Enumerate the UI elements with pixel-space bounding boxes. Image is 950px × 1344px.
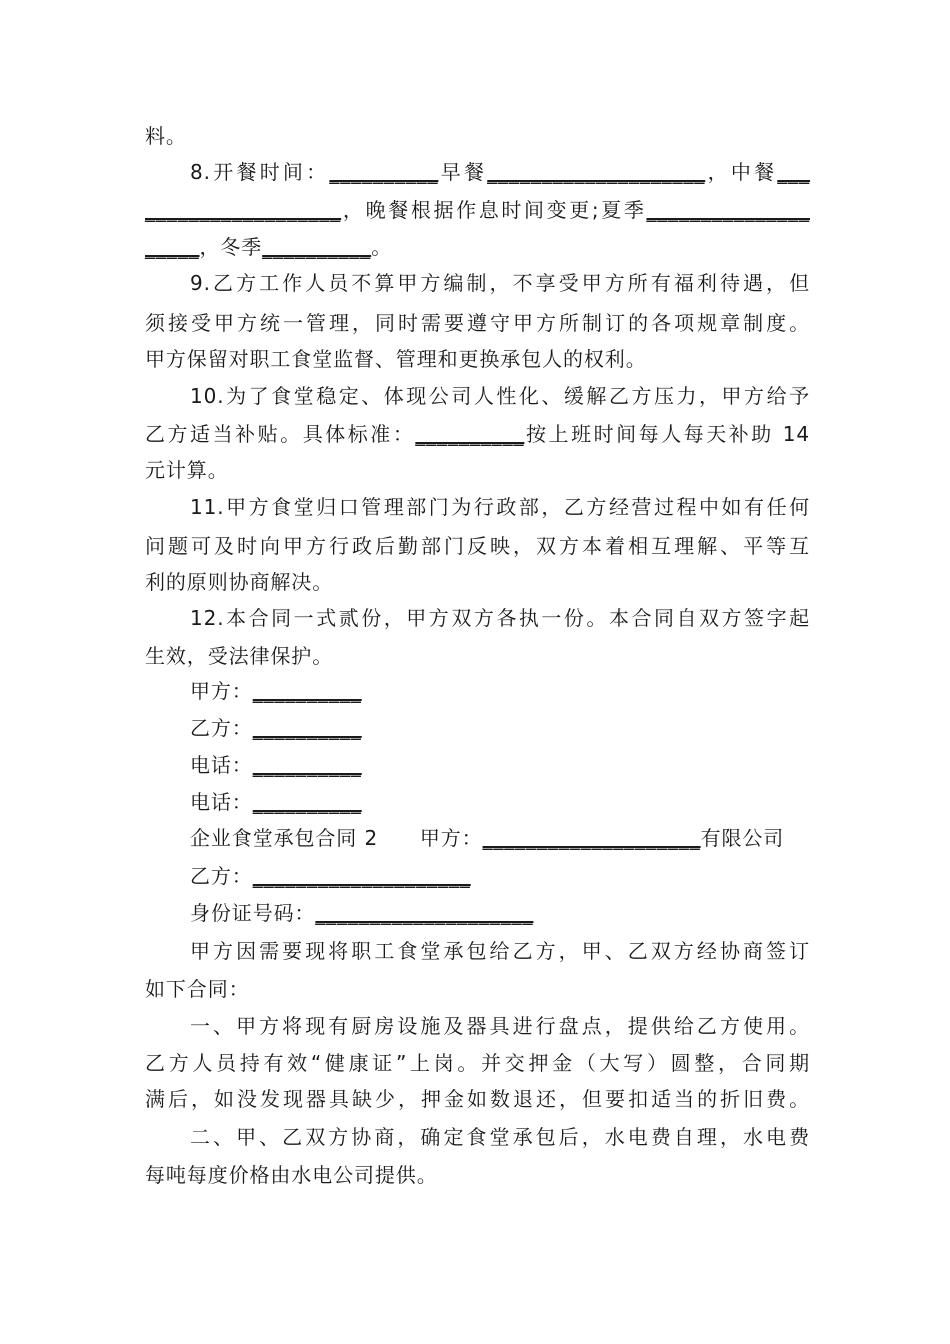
text-line: 利的原则协商解决。 (145, 570, 334, 594)
text-line: 乙方人员持有效“健康证”上岗。并交押金（大写）圆整，合同期 (145, 1051, 810, 1075)
signature-line: 乙方：____________________ (190, 864, 471, 888)
text-line: 生效，受法律保护。 (145, 644, 334, 668)
signature-line: 身份证号码：____________________ (190, 901, 534, 925)
text-line: 每吨每度价格由水电公司提供。 (145, 1163, 438, 1187)
text-line: 乙方适当补贴。具体标准：__________按上班时间每人每天补助 14 (145, 422, 810, 446)
text-line: 满后，如没发现器具缺少，押金如数退还，但要扣适当的折旧费。 (145, 1087, 810, 1111)
text-line: 12.本合同一式贰份，甲方双方各执一份。本合同自双方签字起 (190, 606, 810, 630)
text-line: 11.甲方食堂归口管理部门为行政部，乙方经营过程中如有任何 (190, 495, 810, 519)
signature-line: 电话：__________ (190, 790, 362, 814)
signature-line: 乙方：__________ (190, 716, 362, 740)
text-line: 如下合同： (145, 977, 250, 1001)
signature-line: 甲方：__________ (190, 679, 362, 703)
text-line: 8.开餐时间：__________早餐____________________，中餐___ (190, 160, 811, 184)
text-line: __________________，晚餐根据作息时间变更;夏季_______________ (145, 198, 810, 222)
text-line: 须接受甲方统一管理，同时需要遵守甲方所制订的各项规章制度。 (145, 311, 810, 335)
text-line: 甲方保留对职工食堂监督、管理和更换承包人的权利。 (145, 347, 647, 371)
text-line: _____，冬季__________。 (145, 235, 393, 259)
text-line: 元计算。 (145, 458, 229, 482)
text-line: 9.乙方工作人员不算甲方编制，不享受甲方所有福利待遇，但 (190, 271, 810, 295)
signature-line: 电话：__________ (190, 753, 362, 777)
text-line: 甲方因需要现将职工食堂承包给乙方，甲、乙双方经协商签订 (190, 939, 810, 963)
text-line: 料。 (145, 124, 187, 148)
contract-title-line: 企业食堂承包合同 2 甲方：____________________有限公司 (190, 826, 785, 850)
text-line: 一、甲方将现有厨房设施及器具进行盘点，提供给乙方使用。 (190, 1014, 810, 1038)
text-line: 二、甲、乙双方协商，确定食堂承包后，水电费自理，水电费 (190, 1125, 810, 1149)
text-line: 10.为了食堂稳定、体现公司人性化、缓解乙方压力，甲方给予 (190, 384, 810, 408)
text-line: 问题可及时向甲方行政后勤部门反映，双方本着相互理解、平等互 (145, 534, 810, 558)
